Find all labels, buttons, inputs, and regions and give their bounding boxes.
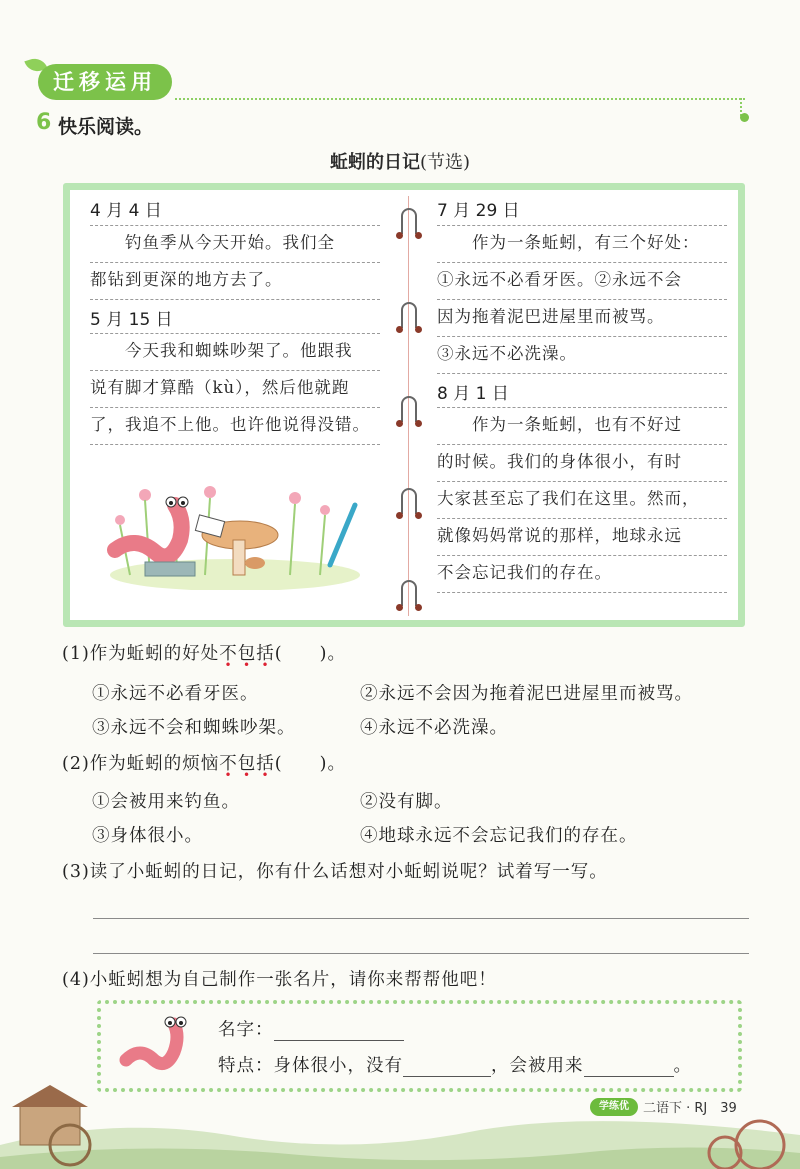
answer-line[interactable] — [93, 918, 749, 919]
trait-blank-1[interactable] — [403, 1057, 491, 1077]
question-title: 快乐阅读。 — [58, 116, 154, 138]
question-4: (4)小蚯蚓想为自己制作一张名片，请你来帮帮他吧！ — [62, 970, 497, 990]
diary-line: 作为一条蚯蚓，也有不好过 — [437, 408, 727, 445]
option[interactable]: ④永远不必洗澡。 — [360, 718, 508, 738]
trait-blank-2[interactable] — [584, 1057, 674, 1077]
diary-line: ①永远不必看牙医。②永远不会 — [437, 263, 727, 300]
question-3: (3)读了小蚯蚓的日记，你有什么话想对小蚯蚓说呢？试着写一写。 — [62, 862, 608, 882]
name-row — [218, 1016, 404, 1041]
question-1 — [62, 640, 346, 665]
option[interactable]: ②永远不会因为拖着泥巴进屋里而被骂。 — [360, 684, 693, 704]
diary-date: 4 月 4 日 — [90, 196, 380, 226]
binder-ring-icon — [401, 580, 417, 606]
emphasis-char: 不 — [219, 644, 238, 664]
diary-line: 今天我和蜘蛛吵架了。他跟我 — [90, 334, 380, 371]
diary-date: 7 月 29 日 — [437, 196, 727, 226]
question-1-prefix: (1)作为蚯蚓的好处 — [62, 644, 220, 664]
reading-title-text: 蚯蚓的日记 — [329, 152, 420, 173]
option[interactable]: ④地球永远不会忘记我们的存在。 — [360, 826, 638, 846]
worm-reading-illustration — [105, 480, 365, 590]
answer-blank[interactable]: ( )。 — [274, 644, 346, 664]
worm-icon — [118, 1012, 198, 1074]
diary-line: 大家甚至忘了我们在这里。然而， — [437, 482, 727, 519]
emphasis-char: 包 — [237, 754, 257, 774]
name-label: 名字： — [218, 1020, 274, 1040]
diary-line: 的时候。我们的身体很小，有时 — [437, 445, 727, 482]
emphasis-char: 括 — [256, 754, 275, 774]
landscape-illustration — [0, 1075, 800, 1169]
name-blank[interactable] — [274, 1021, 404, 1041]
diary-line: 作为一条蚯蚓，有三个好处： — [437, 226, 727, 263]
diary-date: 8 月 1 日 — [437, 374, 727, 408]
answer-blank[interactable]: ( )。 — [274, 754, 346, 774]
diary-line: 都钻到更深的地方去了。 — [90, 263, 380, 300]
binder-ring-icon — [401, 396, 417, 422]
question-2 — [62, 750, 346, 775]
emphasis-char: 括 — [256, 644, 275, 664]
binder-ring-icon — [401, 208, 417, 234]
emphasis-char: 不 — [219, 754, 238, 774]
option[interactable]: ①会被用来钓鱼。 — [92, 792, 240, 812]
diary-line: ③永远不必洗澡。 — [437, 337, 727, 374]
diary-right-column — [437, 196, 727, 593]
option[interactable]: ③身体很小。 — [92, 826, 203, 846]
emphasis-char: 包 — [237, 644, 257, 664]
trait-mid: ，会被用来 — [491, 1056, 584, 1076]
option[interactable]: ①永远不必看牙医。 — [92, 684, 259, 704]
diary-line: 就像妈妈常说的那样，地球永远 — [437, 519, 727, 556]
diary-line: 不会忘记我们的存在。 — [437, 556, 727, 593]
reading-title-note: (节选) — [419, 152, 471, 173]
divider-dot — [740, 113, 749, 122]
reading-title — [0, 148, 800, 174]
binder-ring-icon — [401, 302, 417, 328]
diary-line: 钓鱼季从今天开始。我们全 — [90, 226, 380, 263]
answer-line[interactable] — [93, 953, 749, 954]
diary-line: 因为拖着泥巴进屋里而被骂。 — [437, 300, 727, 337]
trait-label: 特点：身体很小，没有 — [218, 1056, 403, 1076]
question-2-prefix: (2)作为蚯蚓的烦恼 — [62, 754, 220, 774]
section-tag: 迁移运用 — [38, 64, 172, 100]
diary-left-column — [90, 196, 380, 445]
binder-ring-icon — [401, 488, 417, 514]
diary-line: 说有脚才算酷（kù），然后他就跑 — [90, 371, 380, 408]
dotted-divider — [175, 98, 745, 100]
page-footer: 二语下 · RJ 39 — [643, 1101, 737, 1116]
option[interactable]: ③永远不会和蜘蛛吵架。 — [92, 718, 296, 738]
trait-end: 。 — [673, 1056, 692, 1076]
question-number: 6 — [36, 110, 52, 135]
option[interactable]: ②没有脚。 — [360, 792, 453, 812]
trait-row — [218, 1052, 692, 1077]
diary-line: 了，我追不上他。也许他说得没错。 — [90, 408, 380, 445]
footer-badge: 学练优 — [590, 1098, 638, 1116]
diary-date: 5 月 15 日 — [90, 300, 380, 334]
